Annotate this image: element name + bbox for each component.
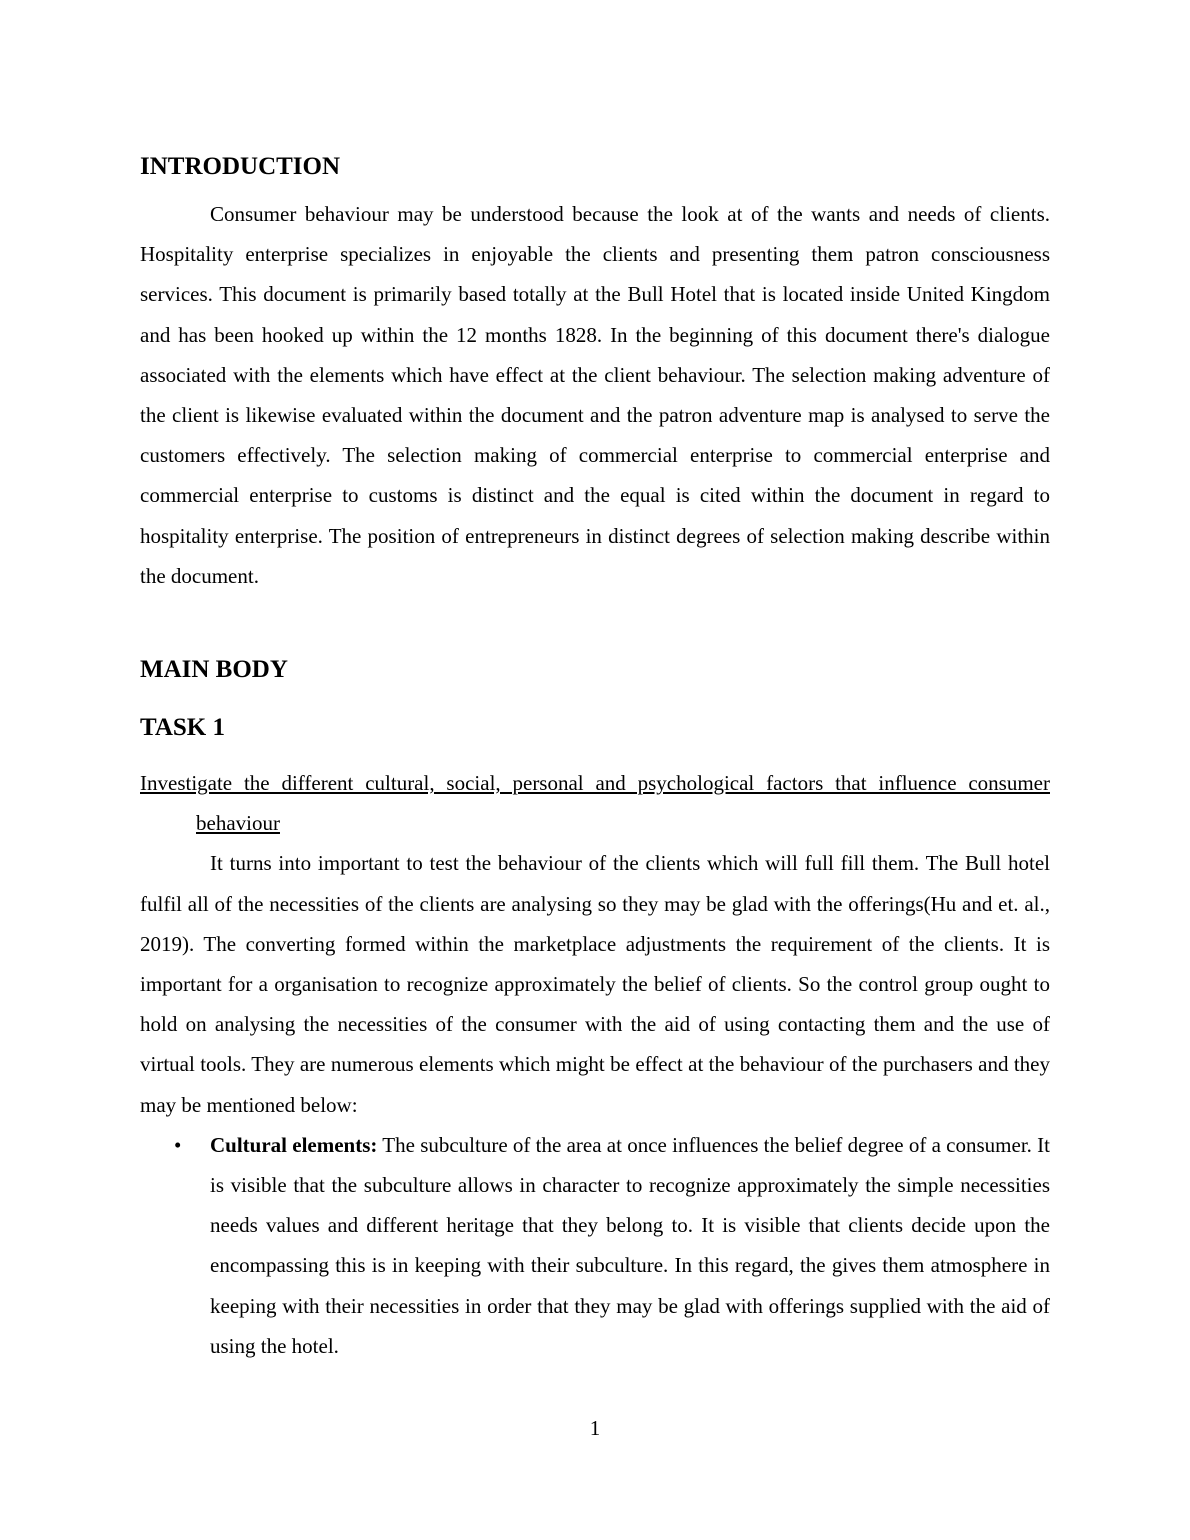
factor-list: [140, 1125, 1050, 1366]
main-body-heading: MAIN BODY: [140, 656, 288, 684]
task1-heading: TASK 1: [140, 714, 225, 742]
task1-title: Investigate the different cultural, social, personal and psychological factors that influence consumer behaviour: [140, 771, 1050, 836]
document-page: [140, 150, 1050, 1366]
list-item: [140, 1125, 1050, 1366]
list-item-text: The subculture of the area at once influences the belief degree of a consumer. It is visible that the subculture allows in character to recognize approximately the simple necessities needs values and different heritage that they belong to. It is visible that clients decide upon the encompassing this is in keeping with their subculture. In this regard, the gives them atmosphere in keeping with their necessities in order that they may be glad with offerings supplied with the aid of using the hotel.: [210, 1132, 1051, 1358]
introduction-paragraph: Consumer behaviour may be understood because the look at of the wants and needs of clients. Hospitality enterprise specializes in enjoyable the clients and presenting them patron consciousness services. This document is primarily based totally at the Bull Hotel that is located inside United Kingdom and has been hooked up within the 12 months 1828. In the beginning of this document there's dialogue associated with the elements which have effect at the client behaviour. The selection making adventure of the client is likewise evaluated within the document and the patron adventure map is analysed to serve the customers effectively. The selection making of commercial enterprise to commercial enterprise and commercial enterprise to customs is distinct and the equal is cited within the document in regard to hospitality enterprise. The position of entrepreneurs in distinct degrees of selection making describe within the document.: [140, 202, 1050, 588]
introduction-heading: INTRODUCTION: [140, 153, 341, 180]
task1-paragraph: It turns into important to test the behaviour of the clients which will full fill them. The Bull hotel fulfil all of the necessities of the clients are analysing so they may be glad with the offerings(Hu and et. al., 2019). The converting formed within the marketplace adjustments the requirement of the clients. It is important for a organisation to recognize approximately the belief of clients. So the control group ought to hold on analysing the necessities of the consumer with the aid of using contacting them and the use of virtual tools. They are numerous elements which might be effect at the behaviour of the purchasers and they may be mentioned below:: [140, 851, 1050, 1117]
page-number: 1: [589, 1416, 601, 1440]
list-item-label: Cultural elements:: [210, 1132, 378, 1157]
bullet-icon: •: [174, 1132, 182, 1157]
